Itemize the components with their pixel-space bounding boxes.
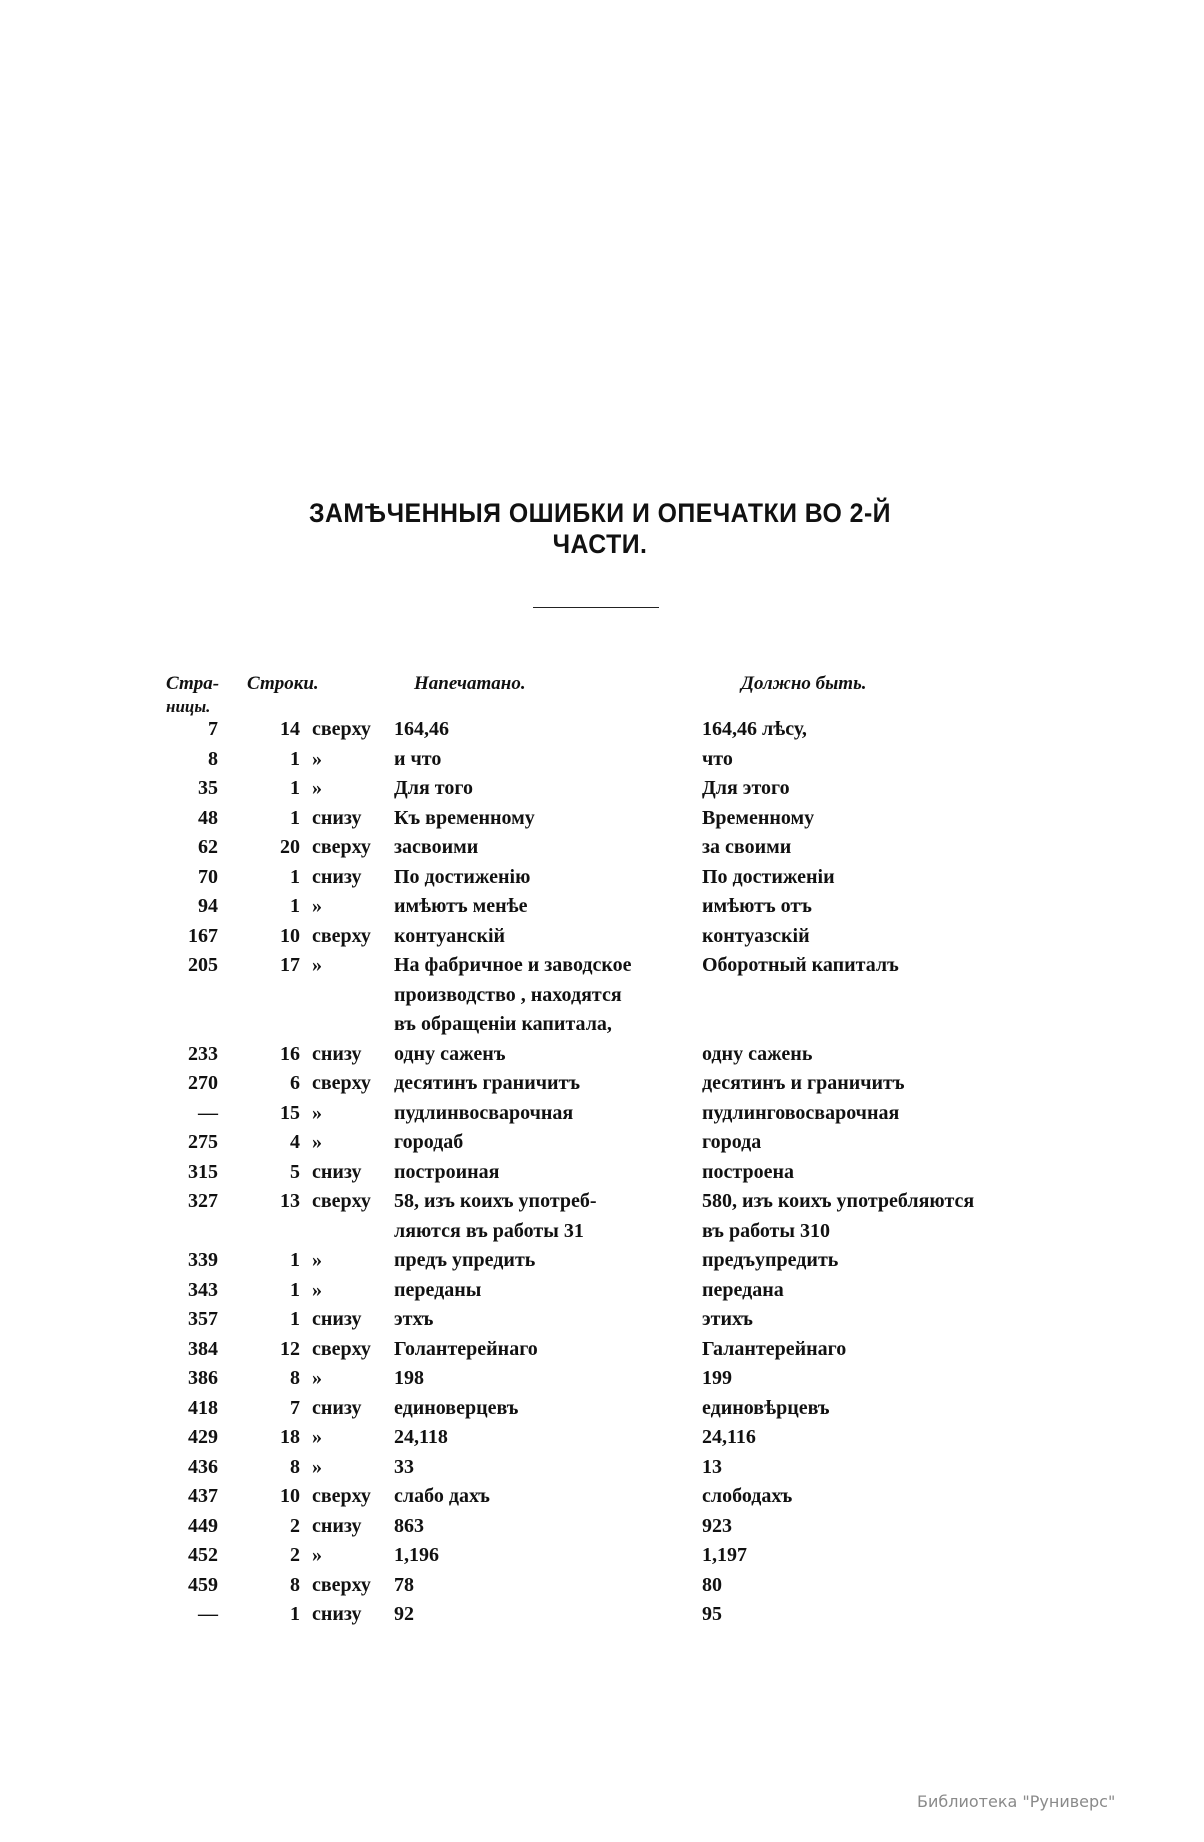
- table-row: [0, 833, 1204, 863]
- line-position: сверху: [312, 1072, 371, 1094]
- table-row: [0, 1335, 1204, 1365]
- printed-text: этхъ: [394, 1308, 434, 1330]
- table-row: [0, 1541, 1204, 1571]
- table-row: [0, 1276, 1204, 1306]
- corrected-text: 923: [702, 1514, 732, 1537]
- page-number: 205: [188, 954, 218, 976]
- page-number: 7: [208, 718, 218, 740]
- printed-text: 58, изъ коихъ употреб- ляются въ работы 31: [394, 1190, 597, 1242]
- corrected-text: пудлинговосварочная: [702, 1101, 900, 1124]
- line-number: 1: [290, 1603, 300, 1625]
- line-number: 1: [290, 777, 300, 799]
- corrected-text: 80: [702, 1573, 722, 1596]
- line-number: 14: [280, 718, 300, 740]
- corrected-text: 1,197: [702, 1544, 747, 1566]
- line-number: 17: [280, 954, 300, 976]
- header-printed: Напечатано.: [414, 673, 526, 694]
- printed-text: предъ упредить: [394, 1249, 536, 1271]
- printed-text: пудлинвосварочная: [394, 1101, 574, 1124]
- corrected-text: города: [702, 1131, 762, 1153]
- corrected-text: слободахъ: [702, 1485, 793, 1507]
- printed-text: 92: [394, 1603, 414, 1625]
- line-position: »: [312, 1367, 322, 1389]
- line-position: снизу: [312, 1160, 362, 1183]
- printed-text: 198: [394, 1367, 424, 1389]
- corrected-text: имѣютъ отъ: [702, 895, 812, 917]
- table-row: [0, 1512, 1204, 1542]
- corrected-text: Галантерейнаго: [702, 1337, 847, 1360]
- line-number: 4: [290, 1131, 300, 1153]
- page-number: 35: [198, 777, 218, 799]
- printed-text: контуанскій: [394, 924, 506, 947]
- corrected-text: предъупредить: [702, 1249, 839, 1271]
- line-position: снизу: [312, 1308, 362, 1330]
- table-row: [0, 1069, 1204, 1099]
- line-number: 7: [290, 1396, 300, 1419]
- page-number: 436: [188, 1455, 218, 1478]
- page-number: 357: [188, 1308, 218, 1330]
- line-number: 1: [290, 1278, 300, 1301]
- corrected-text: По достиженіи: [702, 865, 835, 888]
- line-number: 16: [280, 1042, 300, 1065]
- printed-text: 24,118: [394, 1426, 448, 1448]
- line-number: 1: [290, 1308, 300, 1330]
- line-number: 6: [290, 1072, 300, 1094]
- corrected-text: Временному: [702, 806, 815, 829]
- page-number: 8: [208, 747, 218, 770]
- corrected-text: единовѣрцевъ: [702, 1396, 830, 1419]
- page-number: 384: [188, 1337, 218, 1360]
- table-row: [0, 1158, 1204, 1188]
- page-number: 449: [188, 1514, 218, 1537]
- table-row: [0, 863, 1204, 893]
- line-position: снизу: [312, 1514, 362, 1537]
- corrected-text: Для этого: [702, 777, 790, 799]
- table-row: [0, 892, 1204, 922]
- printed-text: По достиженію: [394, 865, 531, 888]
- line-position: »: [312, 954, 322, 976]
- printed-text: Къ временному: [394, 806, 535, 829]
- line-position: »: [312, 1278, 322, 1301]
- page-number: 167: [188, 924, 218, 947]
- printed-text: 1,196: [394, 1544, 439, 1566]
- page-number: 327: [188, 1190, 218, 1212]
- page-number: 48: [198, 806, 218, 829]
- printed-text: и что: [394, 747, 442, 770]
- table-row: [0, 1423, 1204, 1453]
- line-number: 8: [290, 1573, 300, 1596]
- printed-text: слабо дахъ: [394, 1485, 490, 1507]
- header-lines: Строки.: [247, 673, 319, 694]
- corrected-text: этихъ: [702, 1308, 753, 1330]
- page-number: —: [198, 1603, 218, 1625]
- table-row: [0, 1246, 1204, 1276]
- printed-text: 33: [394, 1455, 414, 1478]
- corrected-text: Оборотный капиталъ: [702, 954, 899, 976]
- table-row: [0, 745, 1204, 775]
- page-number: 315: [188, 1160, 218, 1183]
- page-number: 429: [188, 1426, 218, 1448]
- line-number: 1: [290, 806, 300, 829]
- page-number: 275: [188, 1131, 218, 1153]
- table-row: [0, 922, 1204, 952]
- line-position: »: [312, 1426, 322, 1448]
- printed-text: одну саженъ: [394, 1042, 506, 1065]
- page-number: 70: [198, 865, 218, 888]
- line-number: 8: [290, 1367, 300, 1389]
- header-should-be: Должно быть.: [741, 673, 867, 694]
- line-number: 13: [280, 1190, 300, 1212]
- line-position: снизу: [312, 1396, 362, 1419]
- table-row: [0, 804, 1204, 834]
- printed-text: Для того: [394, 777, 473, 799]
- table-row: [0, 1600, 1204, 1630]
- corrected-text: за своими: [702, 836, 792, 858]
- line-position: »: [312, 777, 322, 799]
- line-number: 1: [290, 865, 300, 888]
- page-number: 233: [188, 1042, 218, 1065]
- line-number: 15: [280, 1101, 300, 1124]
- line-position: снизу: [312, 1042, 362, 1065]
- header-pages: Стра-: [166, 673, 220, 694]
- line-number: 12: [280, 1337, 300, 1360]
- corrected-text: одну сажень: [702, 1042, 813, 1065]
- table-row: [0, 1305, 1204, 1335]
- printed-text: десятинъ граничитъ: [394, 1072, 581, 1094]
- printed-text: 863: [394, 1514, 424, 1537]
- page-number: 343: [188, 1278, 218, 1301]
- table-row: [0, 1453, 1204, 1483]
- corrected-text: 164,46 лѣсу,: [702, 718, 807, 740]
- line-position: снизу: [312, 806, 362, 829]
- table-row: [0, 1364, 1204, 1394]
- table-row: [0, 1571, 1204, 1601]
- page-title: ЗАМѢЧЕННЫЯ ОШИБКИ И ОПЕЧАТКИ ВО 2-Й ЧАСТИ.: [309, 498, 891, 559]
- corrected-text: что: [702, 747, 733, 770]
- line-number: 1: [290, 895, 300, 917]
- page-number: 62: [198, 836, 218, 858]
- line-position: »: [312, 895, 322, 917]
- line-number: 2: [290, 1514, 300, 1537]
- line-position: сверху: [312, 1573, 371, 1596]
- table-row: [0, 1128, 1204, 1158]
- table-row: [0, 1187, 1204, 1246]
- printed-text: 164,46: [394, 718, 449, 740]
- printed-text: единоверцевъ: [394, 1396, 519, 1419]
- line-number: 1: [290, 1249, 300, 1271]
- table-row: [0, 774, 1204, 804]
- corrected-text: контуазскій: [702, 924, 810, 947]
- printed-text: Голантерейнаго: [394, 1337, 538, 1360]
- line-position: сверху: [312, 1190, 371, 1212]
- printed-text: На фабричное и заводское производство , находятся въ обращеніи капитала,: [394, 954, 632, 1035]
- corrected-text: 199: [702, 1367, 732, 1389]
- line-position: сверху: [312, 1337, 371, 1360]
- page-number: 339: [188, 1249, 218, 1271]
- line-position: »: [312, 1544, 322, 1566]
- line-position: сверху: [312, 1485, 371, 1507]
- line-position: »: [312, 1249, 322, 1271]
- corrected-text: передана: [702, 1278, 784, 1301]
- page-number: 437: [188, 1485, 218, 1507]
- line-position: »: [312, 747, 322, 770]
- table-row: [0, 1099, 1204, 1129]
- line-position: »: [312, 1131, 322, 1153]
- line-number: 20: [280, 836, 300, 858]
- page-number: 270: [188, 1072, 218, 1094]
- printed-text: имѣютъ менѣе: [394, 895, 528, 917]
- table-row: [0, 1040, 1204, 1070]
- table-row: [0, 1394, 1204, 1424]
- table-row: [0, 951, 1204, 1040]
- line-number: 18: [280, 1426, 300, 1448]
- line-position: сверху: [312, 718, 371, 740]
- errata-table: [0, 715, 1204, 1630]
- printed-text: переданы: [394, 1278, 482, 1301]
- line-position: снизу: [312, 1603, 362, 1625]
- page-number: 452: [188, 1544, 218, 1566]
- line-number: 8: [290, 1455, 300, 1478]
- line-position: сверху: [312, 924, 371, 947]
- line-position: снизу: [312, 865, 362, 888]
- printed-text: засвоими: [394, 836, 479, 858]
- library-watermark: Библиотека "Руниверс": [917, 1792, 1116, 1811]
- corrected-text: десятинъ и граничитъ: [702, 1072, 905, 1094]
- page-number: —: [198, 1101, 218, 1124]
- printed-text: 78: [394, 1573, 414, 1596]
- corrected-text: построена: [702, 1160, 794, 1183]
- page-number: 386: [188, 1367, 218, 1389]
- line-number: 5: [290, 1160, 300, 1183]
- divider: [533, 607, 659, 608]
- line-number: 1: [290, 747, 300, 770]
- page-number: 418: [188, 1396, 218, 1419]
- corrected-text: 95: [702, 1603, 722, 1625]
- corrected-text: 24,116: [702, 1426, 756, 1448]
- header-pages-cont: ницы.: [166, 697, 211, 716]
- line-number: 10: [280, 924, 300, 947]
- printed-text: городаб: [394, 1131, 464, 1153]
- line-position: сверху: [312, 836, 371, 858]
- line-position: »: [312, 1101, 322, 1124]
- line-position: »: [312, 1455, 322, 1478]
- corrected-text: 580, изъ коихъ употребляются въ работы 310: [702, 1190, 975, 1242]
- corrected-text: 13: [702, 1455, 722, 1478]
- page-number: 94: [198, 895, 218, 917]
- printed-text: построиная: [394, 1160, 500, 1183]
- table-row: [0, 1482, 1204, 1512]
- page-number: 459: [188, 1573, 218, 1596]
- table-row: [0, 715, 1204, 745]
- line-number: 10: [280, 1485, 300, 1507]
- line-number: 2: [290, 1544, 300, 1566]
